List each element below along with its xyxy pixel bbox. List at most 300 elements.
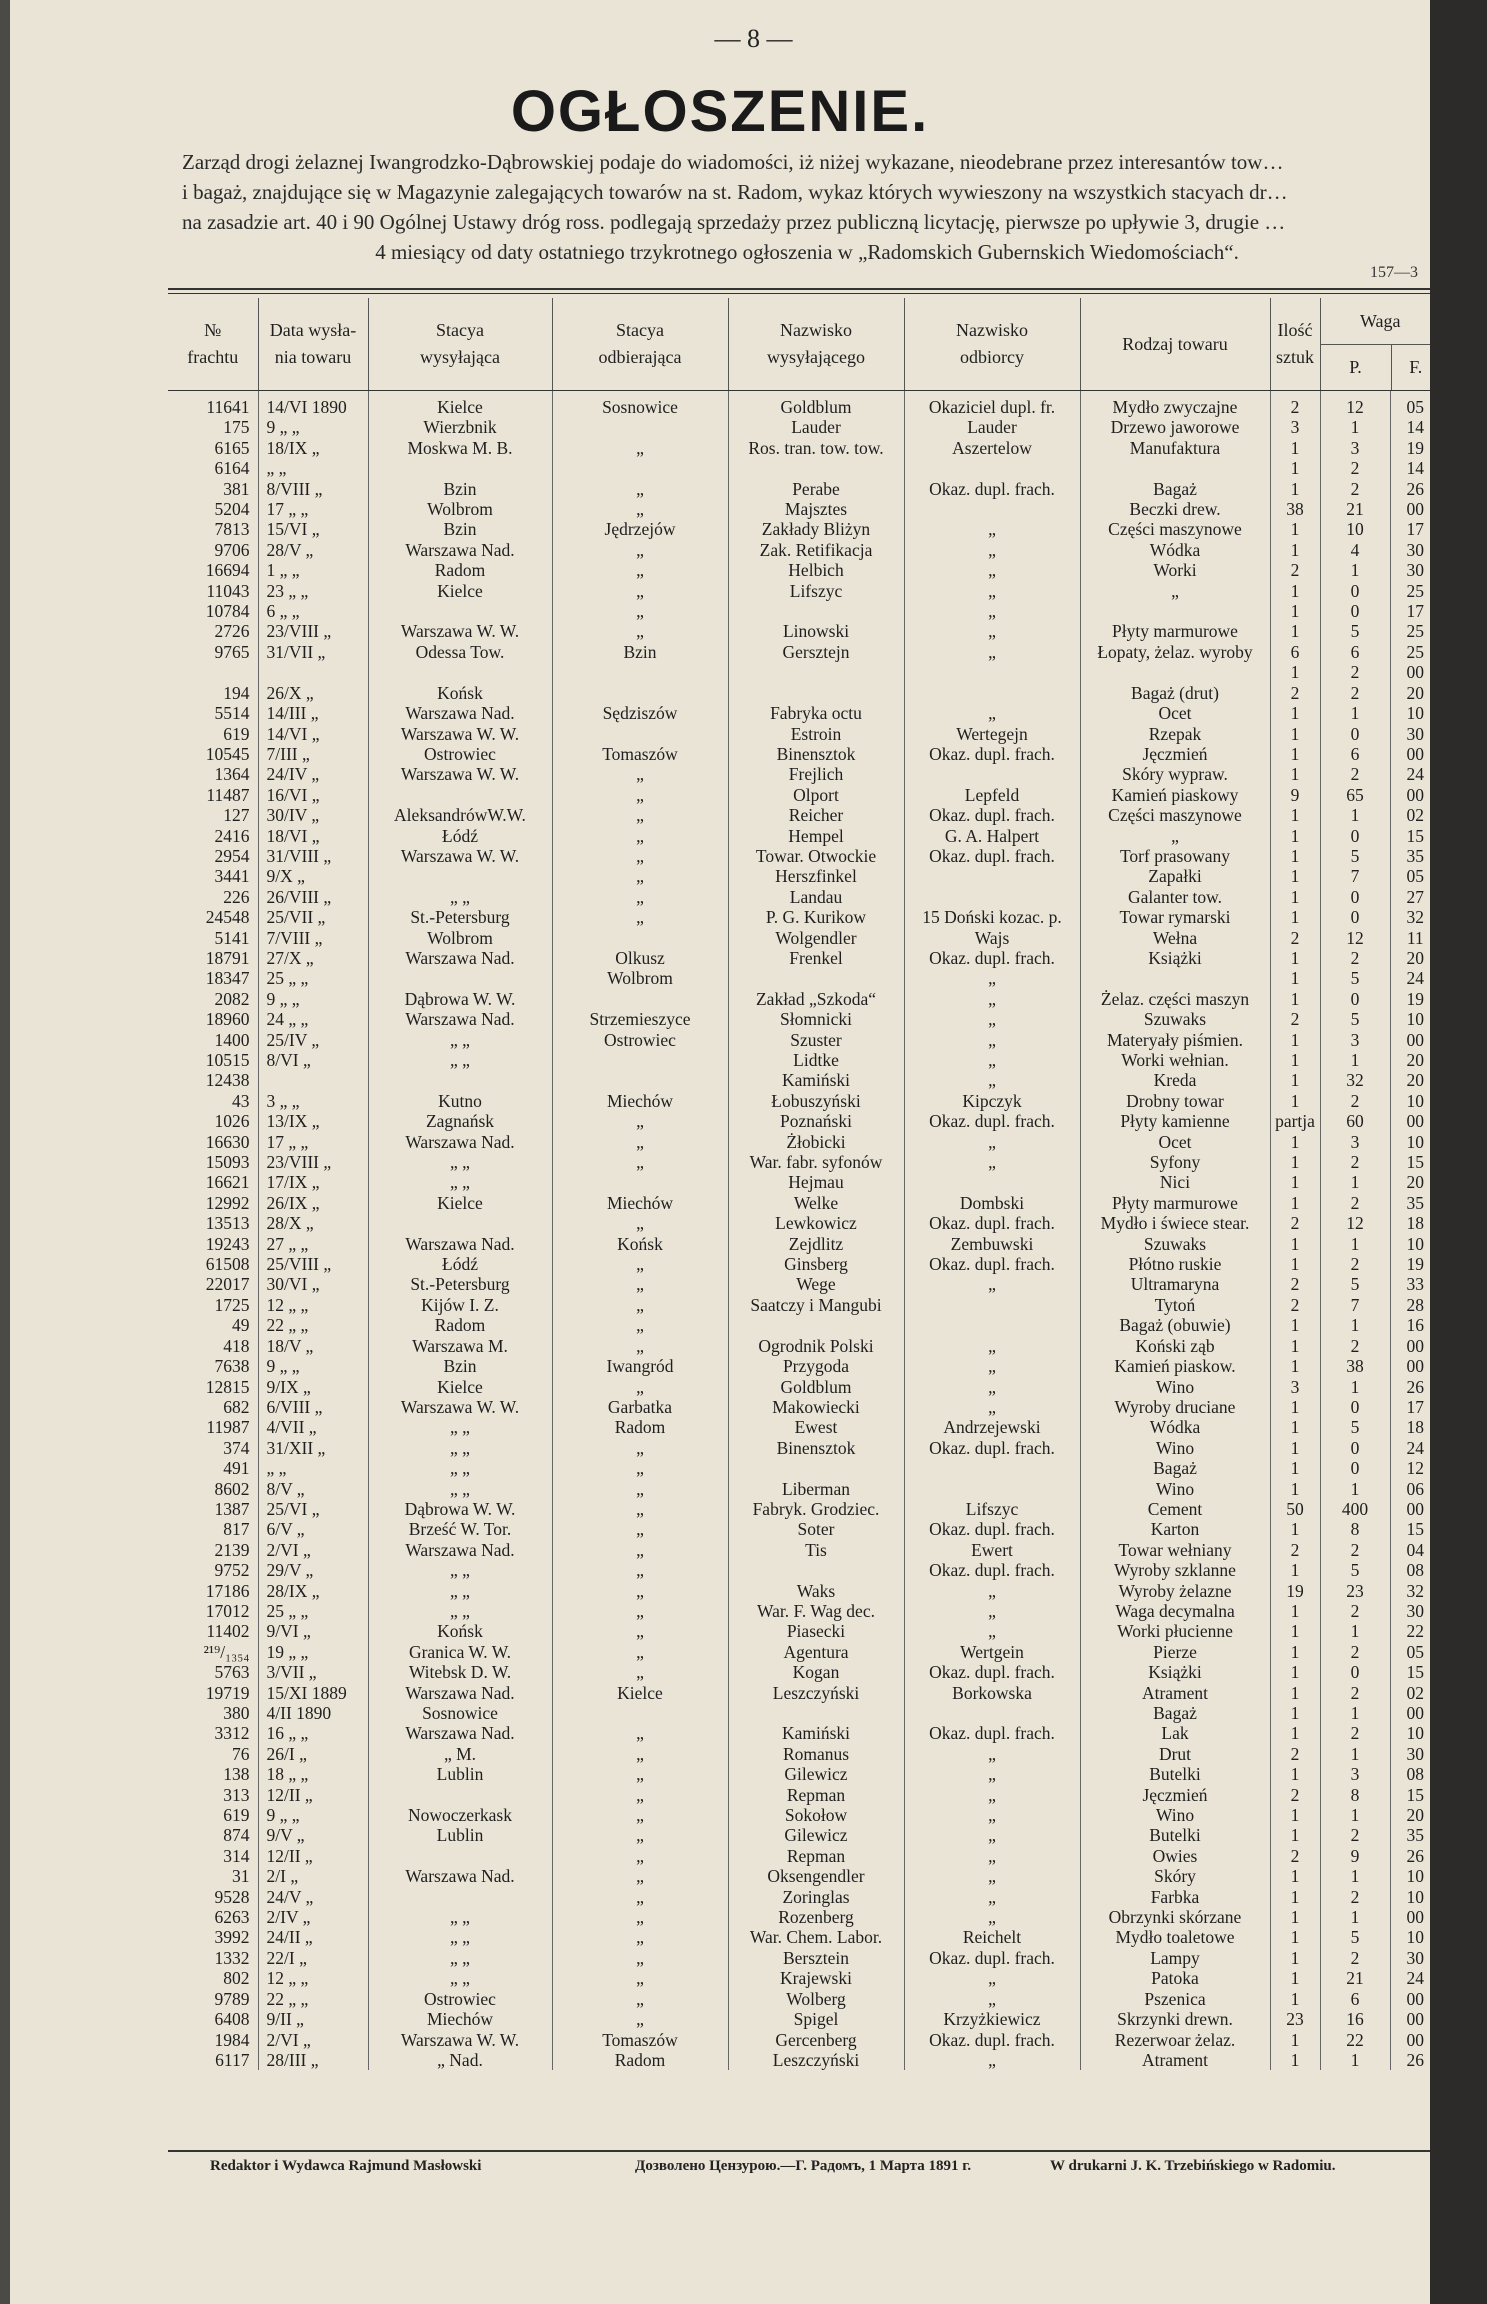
weight-pud: 2 bbox=[1320, 1540, 1390, 1560]
quantity: 1 bbox=[1270, 1683, 1320, 1703]
goods-type: Płyty kamienne bbox=[1080, 1111, 1270, 1131]
send-date: 6/VIII „ bbox=[258, 1397, 368, 1417]
receiving-station: „ bbox=[552, 1744, 728, 1764]
receiving-station: „ bbox=[552, 866, 728, 886]
weight-funt: 16 bbox=[1390, 1315, 1440, 1335]
send-date: 26/I „ bbox=[258, 1744, 368, 1764]
receiving-station: „ bbox=[552, 540, 728, 560]
receiving-station: „ bbox=[552, 1846, 728, 1866]
freight-number: 226 bbox=[223, 886, 250, 907]
sending-station bbox=[368, 458, 552, 478]
goods-type: Beczki drew. bbox=[1080, 499, 1270, 519]
receiving-station: „ bbox=[552, 1825, 728, 1845]
table-row bbox=[168, 1050, 1440, 1070]
sender-name: Zakład „Szkoda“ bbox=[728, 989, 904, 1009]
send-date: 31/XII „ bbox=[258, 1438, 368, 1458]
sender-name: Gilewicz bbox=[728, 1825, 904, 1845]
send-date: 31/VIII „ bbox=[258, 846, 368, 866]
sending-station: Kielce bbox=[368, 391, 552, 418]
receiving-station bbox=[552, 683, 728, 703]
sending-station: Odessa Tow. bbox=[368, 642, 552, 662]
freight-number: 6117 bbox=[215, 2049, 250, 2070]
sending-station: Ostrowiec bbox=[368, 1989, 552, 2009]
table-row bbox=[168, 438, 1440, 458]
sender-name: Zakłady Bliżyn bbox=[728, 519, 904, 539]
weight-pud: 0 bbox=[1320, 1397, 1390, 1417]
send-date: 13/IX „ bbox=[258, 1111, 368, 1131]
weight-funt: 08 bbox=[1390, 1560, 1440, 1580]
freight-number: 6165 bbox=[214, 437, 250, 458]
sending-station: Sosnowice bbox=[368, 1703, 552, 1723]
header-receiver-label: Nazwisko odbiorcy bbox=[956, 320, 1028, 367]
quantity: 1 bbox=[1270, 581, 1320, 601]
weight-pud: 2 bbox=[1320, 1601, 1390, 1621]
receiving-station: Kielce bbox=[552, 1683, 728, 1703]
weight-funt: 19 bbox=[1390, 989, 1440, 1009]
header-date-label: Data wysła- nia towaru bbox=[269, 320, 357, 367]
weight-funt: 00 bbox=[1390, 499, 1440, 519]
sender-name: Oksengendler bbox=[728, 1866, 904, 1886]
sender-name: Lifszyc bbox=[728, 581, 904, 601]
freight-number: 1387 bbox=[214, 1498, 250, 1519]
send-date: 9/II „ bbox=[258, 2009, 368, 2029]
goods-type: Części maszynowe bbox=[1080, 805, 1270, 825]
sending-station: „ „ bbox=[368, 887, 552, 907]
receiving-station: „ bbox=[552, 1927, 728, 1947]
send-date: 17/IX „ bbox=[258, 1172, 368, 1192]
quantity: 1 bbox=[1270, 826, 1320, 846]
weight-funt: 10 bbox=[1390, 1887, 1440, 1907]
send-date: 27 „ „ bbox=[258, 1234, 368, 1254]
weight-funt: 20 bbox=[1390, 683, 1440, 703]
goods-type: Mydło i świece stear. bbox=[1080, 1213, 1270, 1233]
goods-type: Tytoń bbox=[1080, 1295, 1270, 1315]
sending-station: Warszawa Nad. bbox=[368, 703, 552, 723]
sender-name: Hejmau bbox=[728, 1172, 904, 1192]
receiver-name: „ bbox=[904, 968, 1080, 988]
goods-type: Płyty marmurowe bbox=[1080, 1193, 1270, 1213]
receiver-name: „ bbox=[904, 1050, 1080, 1070]
sending-station: Dąbrowa W. W. bbox=[368, 1499, 552, 1519]
sending-station: Warszawa Nad. bbox=[368, 1683, 552, 1703]
weight-funt: 26 bbox=[1390, 2050, 1440, 2070]
send-date bbox=[258, 662, 368, 682]
weight-funt: 10 bbox=[1390, 1723, 1440, 1743]
receiving-station: Sosnowice bbox=[552, 391, 728, 418]
receiver-name: „ bbox=[904, 1785, 1080, 1805]
send-date: 12/II „ bbox=[258, 1785, 368, 1805]
weight-pud: 5 bbox=[1320, 1417, 1390, 1437]
freight-table bbox=[168, 298, 1440, 2070]
receiving-station: „ bbox=[552, 846, 728, 866]
quantity: 1 bbox=[1270, 438, 1320, 458]
weight-pud: 1 bbox=[1320, 1621, 1390, 1641]
receiving-station: „ bbox=[552, 907, 728, 927]
weight-funt: 20 bbox=[1390, 948, 1440, 968]
freight-number: 175 bbox=[223, 417, 250, 438]
send-date: 24/V „ bbox=[258, 1887, 368, 1907]
freight-number: 11987 bbox=[206, 1417, 250, 1438]
header-from-station bbox=[368, 298, 552, 391]
table-row bbox=[168, 866, 1440, 886]
send-date: 14/III „ bbox=[258, 703, 368, 723]
sender-name: Frenkel bbox=[728, 948, 904, 968]
receiving-station: Garbatka bbox=[552, 1397, 728, 1417]
sending-station: Moskwa M. B. bbox=[368, 438, 552, 458]
sender-name: Repman bbox=[728, 1785, 904, 1805]
receiver-name: Kipczyk bbox=[904, 1091, 1080, 1111]
weight-funt: 10 bbox=[1390, 1927, 1440, 1947]
weight-funt: 10 bbox=[1390, 1234, 1440, 1254]
table-row bbox=[168, 519, 1440, 539]
freight-number: 1400 bbox=[214, 1029, 250, 1050]
receiver-name bbox=[904, 887, 1080, 907]
receiving-station: „ bbox=[552, 1764, 728, 1784]
goods-type: Bagaż bbox=[1080, 479, 1270, 499]
send-date: 25 „ „ bbox=[258, 968, 368, 988]
weight-pud: 2 bbox=[1320, 1723, 1390, 1743]
freight-number: 49 bbox=[232, 1315, 250, 1336]
weight-pud: 1 bbox=[1320, 1744, 1390, 1764]
sender-name: Kamiński bbox=[728, 1723, 904, 1743]
weight-funt: 30 bbox=[1390, 560, 1440, 580]
sender-name: Bersztein bbox=[728, 1948, 904, 1968]
receiver-name bbox=[904, 1315, 1080, 1335]
sender-name: Romanus bbox=[728, 1744, 904, 1764]
weight-funt: 18 bbox=[1390, 1417, 1440, 1437]
receiver-name: Okaziciel dupl. fr. bbox=[904, 391, 1080, 418]
page-title: OGŁOSZENIE. bbox=[510, 79, 930, 144]
quantity: 1 bbox=[1270, 1948, 1320, 1968]
weight-pud: 0 bbox=[1320, 989, 1390, 1009]
send-date: 15/VI „ bbox=[258, 519, 368, 539]
bottom-rule bbox=[168, 2150, 1440, 2152]
sending-station: Zagnańsk bbox=[368, 1111, 552, 1131]
scan-gutter bbox=[1430, 0, 1487, 2304]
quantity: 1 bbox=[1270, 519, 1320, 539]
sending-station: Witebsk D. W. bbox=[368, 1662, 552, 1682]
sender-name: Makowiecki bbox=[728, 1397, 904, 1417]
receiver-name bbox=[904, 866, 1080, 886]
goods-type: Butelki bbox=[1080, 1764, 1270, 1784]
weight-funt: 26 bbox=[1390, 1846, 1440, 1866]
sending-station: Warszawa Nad. bbox=[368, 1009, 552, 1029]
sending-station: Warszawa Nad. bbox=[368, 1723, 552, 1743]
receiving-station: „ bbox=[552, 621, 728, 641]
receiving-station: „ bbox=[552, 581, 728, 601]
receiver-name: „ bbox=[904, 519, 1080, 539]
sender-name: Rozenberg bbox=[728, 1907, 904, 1927]
weight-funt: 00 bbox=[1390, 662, 1440, 682]
receiving-station: „ bbox=[552, 1377, 728, 1397]
sender-name: Zak. Retifikacja bbox=[728, 540, 904, 560]
quantity: 1 bbox=[1270, 1764, 1320, 1784]
receiver-name bbox=[904, 662, 1080, 682]
sender-name bbox=[728, 1560, 904, 1580]
goods-type: Waga decymalna bbox=[1080, 1601, 1270, 1621]
goods-type: Manufaktura bbox=[1080, 438, 1270, 458]
receiving-station: „ bbox=[552, 1560, 728, 1580]
receiver-name: Dombski bbox=[904, 1193, 1080, 1213]
receiver-name: Aszertelow bbox=[904, 438, 1080, 458]
goods-type: Nici bbox=[1080, 1172, 1270, 1192]
page-number: — 8 — bbox=[714, 24, 793, 53]
weight-funt: 15 bbox=[1390, 1152, 1440, 1172]
sending-station bbox=[368, 1785, 552, 1805]
weight-funt: 18 bbox=[1390, 1213, 1440, 1233]
goods-type: Kamień piaskow. bbox=[1080, 1356, 1270, 1376]
table-row bbox=[168, 1234, 1440, 1254]
sender-name: Wege bbox=[728, 1274, 904, 1294]
receiver-name: „ bbox=[904, 581, 1080, 601]
quantity: 1 bbox=[1270, 1030, 1320, 1050]
send-date: 26/X „ bbox=[258, 683, 368, 703]
receiver-name: „ bbox=[904, 1274, 1080, 1294]
freight-number: 2416 bbox=[214, 825, 250, 846]
goods-type: Towar wełniany bbox=[1080, 1540, 1270, 1560]
table-row bbox=[168, 1764, 1440, 1784]
freight-number: 43 bbox=[232, 1090, 250, 1111]
receiving-station: „ bbox=[552, 1785, 728, 1805]
sending-station: „ „ bbox=[368, 1601, 552, 1621]
sending-station: Kielce bbox=[368, 1193, 552, 1213]
receiving-station: Miechów bbox=[552, 1193, 728, 1213]
receiver-name: Wertegejn bbox=[904, 724, 1080, 744]
weight-pud: 1 bbox=[1320, 1315, 1390, 1335]
table-row bbox=[168, 1581, 1440, 1601]
quantity: 1 bbox=[1270, 1397, 1320, 1417]
sender-name: Żłobicki bbox=[728, 1132, 904, 1152]
quantity: 1 bbox=[1270, 703, 1320, 723]
sender-name: Ogrodnik Polski bbox=[728, 1336, 904, 1356]
table-row bbox=[168, 1377, 1440, 1397]
freight-number: 11043 bbox=[206, 580, 250, 601]
receiver-name: Okaz. dupl. frach. bbox=[904, 1438, 1080, 1458]
weight-pud: 5 bbox=[1320, 1560, 1390, 1580]
freight-number: 138 bbox=[223, 1764, 250, 1785]
quantity: 1 bbox=[1270, 2050, 1320, 2070]
weight-pud: 7 bbox=[1320, 866, 1390, 886]
table-row bbox=[168, 642, 1440, 662]
goods-type bbox=[1080, 601, 1270, 621]
receiving-station: „ bbox=[552, 1540, 728, 1560]
quantity: 1 bbox=[1270, 458, 1320, 478]
freight-number: 418 bbox=[223, 1335, 250, 1356]
quantity: partja bbox=[1270, 1111, 1320, 1131]
receiving-station: „ bbox=[552, 1968, 728, 1988]
sender-name: Ewest bbox=[728, 1417, 904, 1437]
header-from-label: Stacya wysyłająca bbox=[420, 320, 500, 367]
sender-name: Krajewski bbox=[728, 1968, 904, 1988]
freight-number: 10545 bbox=[205, 743, 250, 764]
sending-station: AleksandrówW.W. bbox=[368, 805, 552, 825]
table-row bbox=[168, 1866, 1440, 1886]
receiver-name: G. A. Halpert bbox=[904, 826, 1080, 846]
freight-number: 1026 bbox=[214, 1111, 250, 1132]
quantity: 1 bbox=[1270, 948, 1320, 968]
goods-type: Drzewo jaworowe bbox=[1080, 417, 1270, 437]
sender-name: Frejlich bbox=[728, 764, 904, 784]
freight-number: 313 bbox=[223, 1784, 250, 1805]
sending-station: „ „ bbox=[368, 1438, 552, 1458]
weight-funt: 19 bbox=[1390, 1254, 1440, 1274]
send-date: 18 „ „ bbox=[258, 1764, 368, 1784]
send-date: 2/VI „ bbox=[258, 1540, 368, 1560]
goods-type: Części maszynowe bbox=[1080, 519, 1270, 539]
weight-funt: 30 bbox=[1390, 724, 1440, 744]
table-row bbox=[168, 417, 1440, 437]
weight-pud: 0 bbox=[1320, 907, 1390, 927]
table-row bbox=[168, 1091, 1440, 1111]
table-row bbox=[168, 1621, 1440, 1641]
freight-number: 18791 bbox=[205, 947, 250, 968]
goods-type: Materyały piśmien. bbox=[1080, 1030, 1270, 1050]
table-row bbox=[168, 621, 1440, 641]
header-goods bbox=[1080, 298, 1270, 391]
sending-station: Końsk bbox=[368, 1621, 552, 1641]
goods-type: Skóry bbox=[1080, 1866, 1270, 1886]
receiving-station: „ bbox=[552, 1295, 728, 1315]
send-date: 6/V „ bbox=[258, 1519, 368, 1539]
sender-name: Sokołow bbox=[728, 1805, 904, 1825]
freight-number: 76 bbox=[232, 1743, 250, 1764]
sender-name bbox=[728, 1458, 904, 1478]
weight-funt: 05 bbox=[1390, 1642, 1440, 1662]
receiver-name: Lepfeld bbox=[904, 785, 1080, 805]
freight-table-body bbox=[168, 391, 1440, 2071]
receiving-station bbox=[552, 1050, 728, 1070]
goods-type: Syfony bbox=[1080, 1152, 1270, 1172]
goods-type: Jęczmień bbox=[1080, 744, 1270, 764]
receiving-station: „ bbox=[552, 826, 728, 846]
table-row bbox=[168, 601, 1440, 621]
receiver-name bbox=[904, 1172, 1080, 1192]
weight-funt: 00 bbox=[1390, 744, 1440, 764]
goods-type: Lak bbox=[1080, 1723, 1270, 1743]
sender-name: War. Chem. Labor. bbox=[728, 1927, 904, 1947]
quantity: 1 bbox=[1270, 1519, 1320, 1539]
goods-type: Bagaż bbox=[1080, 1703, 1270, 1723]
table-row bbox=[168, 1438, 1440, 1458]
receiving-station bbox=[552, 989, 728, 1009]
table-row bbox=[168, 1601, 1440, 1621]
receiving-station: Tomaszów bbox=[552, 2030, 728, 2050]
table-row bbox=[168, 1887, 1440, 1907]
weight-funt: 15 bbox=[1390, 1519, 1440, 1539]
freight-number: 3312 bbox=[214, 1723, 250, 1744]
goods-type: Cement bbox=[1080, 1499, 1270, 1519]
sending-station: St.-Petersburg bbox=[368, 907, 552, 927]
weight-funt: 24 bbox=[1390, 1438, 1440, 1458]
table-row bbox=[168, 1356, 1440, 1376]
weight-pud: 1 bbox=[1320, 1172, 1390, 1192]
quantity: 1 bbox=[1270, 1193, 1320, 1213]
table-row bbox=[168, 2050, 1440, 2070]
receiver-name: Okaz. dupl. frach. bbox=[904, 1519, 1080, 1539]
weight-pud: 5 bbox=[1320, 1274, 1390, 1294]
send-date: 25 „ „ bbox=[258, 1601, 368, 1621]
weight-pud: 2 bbox=[1320, 662, 1390, 682]
sender-name: Fabryka octu bbox=[728, 703, 904, 723]
send-date: 9 „ „ bbox=[258, 1356, 368, 1376]
freight-number: 6164 bbox=[214, 458, 250, 479]
sender-name: Ros. tran. tow. tow. bbox=[728, 438, 904, 458]
freight-number: 18960 bbox=[205, 1009, 250, 1030]
sender-name: Poznański bbox=[728, 1111, 904, 1131]
sending-station: Radom bbox=[368, 560, 552, 580]
goods-type: Wino bbox=[1080, 1805, 1270, 1825]
sender-name: Lauder bbox=[728, 417, 904, 437]
sending-station: „ M. bbox=[368, 1744, 552, 1764]
send-date: 23 „ „ bbox=[258, 581, 368, 601]
goods-type: Wino bbox=[1080, 1377, 1270, 1397]
weight-pud: 1 bbox=[1320, 417, 1390, 437]
send-date: 26/IX „ bbox=[258, 1193, 368, 1213]
sender-name: Binensztok bbox=[728, 744, 904, 764]
weight-funt: 20 bbox=[1390, 1050, 1440, 1070]
receiving-station: „ bbox=[552, 887, 728, 907]
send-date: 18/VI „ bbox=[258, 826, 368, 846]
weight-pud: 1 bbox=[1320, 1377, 1390, 1397]
sender-name: Towar. Otwockie bbox=[728, 846, 904, 866]
table-row bbox=[168, 1683, 1440, 1703]
quantity: 1 bbox=[1270, 1172, 1320, 1192]
sender-name: Wolberg bbox=[728, 1989, 904, 2009]
sending-station: Bzin bbox=[368, 519, 552, 539]
freight-number: 6263 bbox=[214, 1907, 250, 1928]
goods-type: Kamień piaskowy bbox=[1080, 785, 1270, 805]
table-row bbox=[168, 1927, 1440, 1947]
send-date: 2/VI „ bbox=[258, 2030, 368, 2050]
table-row bbox=[168, 785, 1440, 805]
sending-station: „ „ bbox=[368, 1152, 552, 1172]
table-row bbox=[168, 948, 1440, 968]
table-row bbox=[168, 391, 1440, 418]
sending-station: Warszawa Nad. bbox=[368, 1866, 552, 1886]
receiving-station: „ bbox=[552, 1479, 728, 1499]
receiving-station: Bzin bbox=[552, 642, 728, 662]
weight-pud: 3 bbox=[1320, 438, 1390, 458]
quantity: 1 bbox=[1270, 866, 1320, 886]
freight-number: 1332 bbox=[214, 1947, 250, 1968]
sender-name: Szuster bbox=[728, 1030, 904, 1050]
receiving-station: „ bbox=[552, 1887, 728, 1907]
table-row bbox=[168, 1030, 1440, 1050]
send-date: 18/V „ bbox=[258, 1336, 368, 1356]
receiving-station bbox=[552, 928, 728, 948]
goods-type: Obrzynki skórzane bbox=[1080, 1907, 1270, 1927]
freight-number: 3441 bbox=[214, 866, 250, 887]
receiving-station: Radom bbox=[552, 1417, 728, 1437]
weight-funt: 24 bbox=[1390, 968, 1440, 988]
freight-number: 12992 bbox=[205, 1192, 250, 1213]
weight-funt: 14 bbox=[1390, 417, 1440, 437]
send-date: 9 „ „ bbox=[258, 989, 368, 1009]
weight-pud: 9 bbox=[1320, 1846, 1390, 1866]
table-row bbox=[168, 1907, 1440, 1927]
quantity: 1 bbox=[1270, 1356, 1320, 1376]
receiver-name: Okaz. dupl. frach. bbox=[904, 2030, 1080, 2050]
sender-name: Olport bbox=[728, 785, 904, 805]
weight-pud: 6 bbox=[1320, 744, 1390, 764]
goods-type: Mydło toaletowe bbox=[1080, 1927, 1270, 1947]
table-row bbox=[168, 1254, 1440, 1274]
quantity: 1 bbox=[1270, 1458, 1320, 1478]
sending-station: Lublin bbox=[368, 1764, 552, 1784]
quantity: 1 bbox=[1270, 887, 1320, 907]
quantity: 1 bbox=[1270, 907, 1320, 927]
receiving-station: „ bbox=[552, 1336, 728, 1356]
